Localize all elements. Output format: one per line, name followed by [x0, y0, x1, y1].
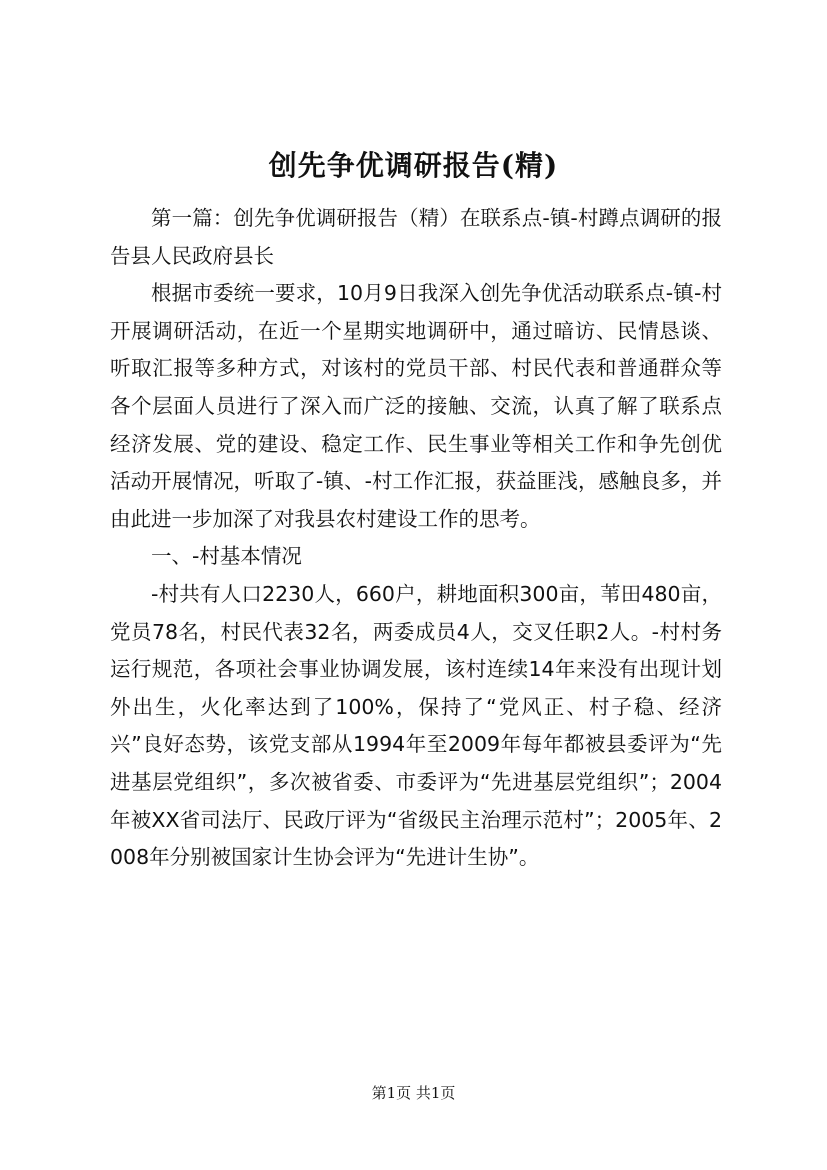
section-heading: 一、-村基本情况: [151, 544, 302, 569]
document-title: 创先争优调研报告(精): [268, 149, 559, 182]
paragraph-heading: 第一篇：创先争优调研报告（精）在联系点-镇-村蹲点调研的报告县人民政府县长: [110, 206, 722, 268]
page-footer: 第1页 共1页: [371, 1084, 456, 1102]
paragraph-basic-info: -村共有人口2230人，660户，耕地面积300亩，苇田480亩，党员78名，村民代表32名，两委成员4人，交叉任职2人。-村村务运行规范，各项社会事业协调发展，该村连续14年来没有出现计划外出生，火化率达到了100%，保持了“党风正、村子稳、经济兴”良好态势，该党支部从1994年至2009年每年都被县委评为“先进基层党组织”，多次被省委、市委评为“先进基层党组织”；2004年被XX省司法厅、民政厅评为“省级民主治理示范村”；2005年、2008年分别被国家计生协会评为“先进计生协”。: [110, 581, 722, 870]
document-body: [110, 200, 722, 877]
paragraph-intro: 根据市委统一要求，10月9日我深入创先争优活动联系点-镇-村开展调研活动，在近一个星期实地调研中，通过暗访、民情恳谈、听取汇报等多种方式，对该村的党员干部、村民代表和普通群众等各个层面人员进行了深入而广泛的接触、交流，认真了解了联系点经济发展、党的建设、稳定工作、民生事业等相关工作和争先创优活动开展情况，听取了-镇、-村工作汇报，获益匪浅，感触良多，并由此进一步加深了对我县农村建设工作的思考。: [110, 281, 722, 531]
